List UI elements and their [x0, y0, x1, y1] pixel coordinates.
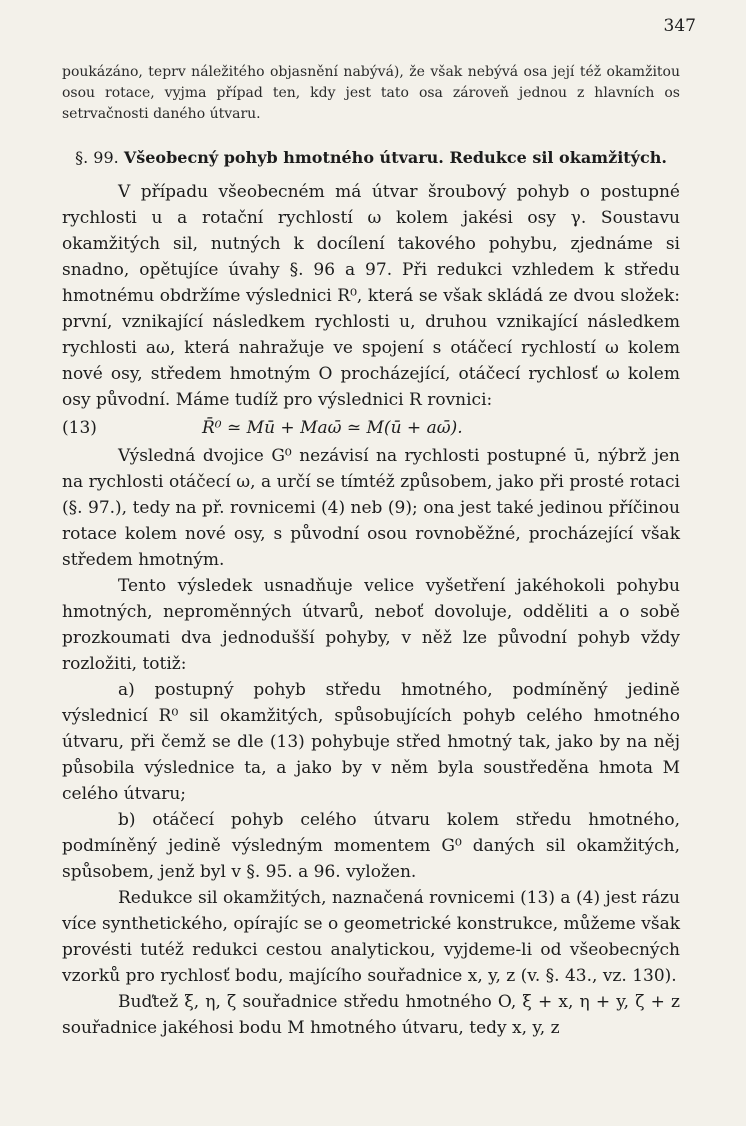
- section-heading: [62, 145, 680, 171]
- page-number: 347: [663, 16, 696, 36]
- intro-paragraph: poukázáno, teprv náležitého objasnění nabývá), že však nebývá osa její též okamžitou osou rotace, vyjma případ ten, kdy jest tato osa zároveň jednou z hlavních os setrvačnosti daného útvaru.: [62, 64, 680, 122]
- paragraph-3: Tento výsledek usnadňuje velice vyšetření jakéhokoli pohybu hmotných, neproměnných útvarů, neboť dovoluje, odděliti a o sobě prozkoumati dva jednodušší pohyby, v něž lze původní pohyb vždy rozložiti, totiž:: [62, 576, 680, 674]
- equation: R̄⁰ ≃ Mū + Maω̄ ≃ M(ū + aω̄).: [202, 418, 463, 438]
- page-text: [62, 62, 680, 1041]
- paragraph-2: Výsledná dvojice G⁰ nezávisí na rychlosti postupné ū, nýbrž jen na rychlosti otáčecí ω, a určí se tímtéž způsobem, jako při prosté rotaci (§. 97.), tedy na př. rovnicemi (4) neb (9); ona jest také jedinou příčinou rotace kolem nové osy, s původní osou rovnoběžné, procházející však středem hmotným.: [62, 446, 680, 570]
- equation-row: [62, 415, 680, 441]
- list-item-b: b) otáčecí pohyb celého útvaru kolem středu hmotného, podmíněný jedině výsledným momentem G⁰ daných sil okamžitých, spůsobem, jenž byl v §. 95. a 96. vyložen.: [62, 810, 680, 882]
- section-number: §. 99.: [75, 148, 119, 167]
- section-title: Všeobecný pohyb hmotného útvaru. Redukce sil okamžitých.: [123, 148, 667, 167]
- paragraph-5: Buďtež ξ, η, ζ souřadnice středu hmotného O, ξ + x, η + y, ζ + z souřadnice jakéhosi bodu M hmotného útvaru, tedy x, y, z: [62, 992, 680, 1038]
- paragraph-4: Redukce sil okamžitých, naznačená rovnicemi (13) a (4) jest rázu více synthetického, opírajíc se o geometrické konstrukce, můžeme však provésti tutéž redukci cestou analytickou, vyjdeme-li od všeobecných vzorků pro rychlosť bodu, majícího souřadnice x, y, z (v. §. 43., vz. 130).: [62, 888, 680, 986]
- list-item-a: a) postupný pohyb středu hmotného, podmíněný jedině výslednicí R⁰ sil okamžitých, spůsobujících pohyb celého hmotného útvaru, při čemž se dle (13) pohybuje střed hmotný tak, jako by na něj působila výslednice ta, a jako by v něm byla soustředěna hmota M celého útvaru;: [62, 680, 680, 804]
- equation-number: (13): [62, 418, 97, 438]
- paragraph-1: V případu všeobecném má útvar šroubový pohyb o postupné rychlosti u a rotační rychlostí ω kolem jakési osy γ. Soustavu okamžitých sil, nutných k docílení takového pohybu, zjednáme si snadno, opětujíce úvahy §. 96 a 97. Při redukci vzhledem k středu hmotnému obdržíme výslednici R⁰, která se však skládá ze dvou složek: první, vznikající následkem rychlosti u, druhou vznikající následkem rychlosti aω, která nahražuje ve spojení s otáčecí rychlostí ω kolem nové osy, středem hmotným O procházející, otáčecí rychlosť ω kolem osy původní. Máme tudíž pro výslednici R rovnici:: [62, 182, 680, 410]
